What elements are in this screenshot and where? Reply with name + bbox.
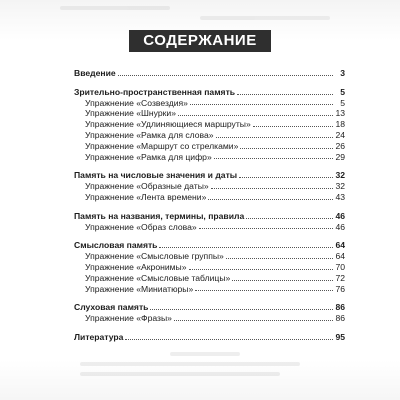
dot-leader <box>239 177 333 178</box>
toc-entry-page: 43 <box>335 191 345 202</box>
toc-entry-page: 26 <box>335 140 345 151</box>
toc-entry <box>74 222 345 233</box>
toc-entry <box>74 192 345 203</box>
toc-entry-page: 70 <box>335 261 345 272</box>
toc-entry-title: Упражнение «Образные даты» <box>85 181 209 192</box>
toc-entry <box>74 98 345 109</box>
page-title: СОДЕРЖАНИЕ <box>129 30 270 52</box>
dot-leader <box>199 228 333 229</box>
section-heading <box>74 302 345 313</box>
section-heading <box>74 87 345 98</box>
dot-leader <box>226 258 333 259</box>
dot-leader <box>195 290 333 291</box>
toc-entry-title: Упражнение «Смысловые группы» <box>85 251 224 262</box>
toc-entry-page: 46 <box>335 221 345 232</box>
dot-leader <box>232 280 333 281</box>
toc-entry-page: 72 <box>335 272 345 283</box>
dot-leader <box>159 247 333 248</box>
dot-leader <box>253 126 333 127</box>
table-of-contents <box>74 68 345 351</box>
dot-leader <box>214 158 333 159</box>
dot-leader <box>208 199 333 200</box>
dot-leader <box>174 320 333 321</box>
toc-section <box>74 87 345 163</box>
toc-entry-page: 32 <box>335 181 345 192</box>
toc-section <box>74 302 345 324</box>
toc-section <box>74 240 345 294</box>
toc-entry-page: 5 <box>340 97 345 108</box>
section-heading-title: Смысловая память <box>74 240 158 251</box>
section-heading-page: 32 <box>335 170 345 181</box>
section-heading <box>74 240 345 251</box>
section-heading-page: 5 <box>340 86 345 97</box>
toc-entry <box>74 181 345 192</box>
section-heading <box>74 170 345 181</box>
dot-leader <box>190 104 333 105</box>
toc-section <box>74 332 345 343</box>
toc-entry-title: Упражнение «Рамка для слова» <box>85 129 214 140</box>
toc-entry-title: Упражнение «Образ слова» <box>85 221 197 232</box>
toc-entry <box>74 119 345 130</box>
section-heading-page: 46 <box>335 210 345 221</box>
dot-leader <box>246 218 333 219</box>
toc-entry <box>74 141 345 152</box>
dot-leader <box>150 309 333 310</box>
toc-entry-title: Упражнение «Смысловые таблицы» <box>85 272 231 283</box>
toc-entry-title: Упражнение «Рамка для цифр» <box>85 151 212 162</box>
section-heading-page: 64 <box>335 240 345 251</box>
dot-leader <box>240 148 333 149</box>
dot-leader <box>237 94 333 95</box>
section-heading-title: Литература <box>74 331 124 342</box>
dot-leader <box>125 339 333 340</box>
toc-entry-page: 29 <box>335 151 345 162</box>
section-heading-page: 86 <box>335 302 345 313</box>
toc-entry <box>74 273 345 284</box>
toc-entry <box>74 152 345 163</box>
toc-entry-page: 18 <box>335 119 345 130</box>
toc-entry <box>74 262 345 273</box>
section-heading <box>74 211 345 222</box>
toc-entry <box>74 284 345 295</box>
dot-leader <box>211 188 333 189</box>
toc-entry-page: 24 <box>335 129 345 140</box>
toc-entry-title: Упражнение «Акронимы» <box>85 261 187 272</box>
section-heading <box>74 332 345 343</box>
toc-entry-title: Упражнение «Удлиняющиеся маршруты» <box>85 119 251 130</box>
toc-entry-title: Упражнение «Созвездия» <box>85 97 188 108</box>
section-heading-title: Слуховая память <box>74 302 149 313</box>
section-heading-title: Введение <box>74 68 116 78</box>
bleed-through-bottom <box>80 346 320 396</box>
toc-entry-title: Упражнение «Фразы» <box>85 313 172 324</box>
toc-entry-page: 64 <box>335 251 345 262</box>
dot-leader <box>178 115 333 116</box>
section-heading-page: 95 <box>335 331 345 342</box>
section-heading-title: Память на числовые значения и даты <box>74 170 238 181</box>
toc-entry <box>74 108 345 119</box>
dot-leader <box>216 137 333 138</box>
dot-leader <box>118 75 333 76</box>
toc-entry-title: Упражнение «Шнурки» <box>85 108 176 119</box>
section-heading <box>74 68 345 79</box>
toc-entry <box>74 313 345 324</box>
toc-entry-page: 76 <box>335 283 345 294</box>
dot-leader <box>189 269 333 270</box>
toc-entry <box>74 130 345 141</box>
section-heading-title: Зрительно-пространственная память <box>74 86 236 97</box>
toc-entry-title: Упражнение «Лента времени» <box>85 191 207 202</box>
toc-entry <box>74 251 345 262</box>
toc-entry-title: Упражнение «Миниатюры» <box>85 283 194 294</box>
toc-entry-title: Упражнение «Маршрут со стрелками» <box>85 140 239 151</box>
toc-entry-page: 86 <box>335 313 345 324</box>
toc-section <box>74 68 345 79</box>
bleed-through-top <box>0 0 400 30</box>
title-wrap <box>0 30 400 52</box>
section-heading-page: 3 <box>340 68 345 78</box>
toc-entry-page: 13 <box>335 108 345 119</box>
toc-section <box>74 170 345 202</box>
toc-section <box>74 211 345 233</box>
section-heading-title: Память на названия, термины, правила <box>74 210 245 221</box>
